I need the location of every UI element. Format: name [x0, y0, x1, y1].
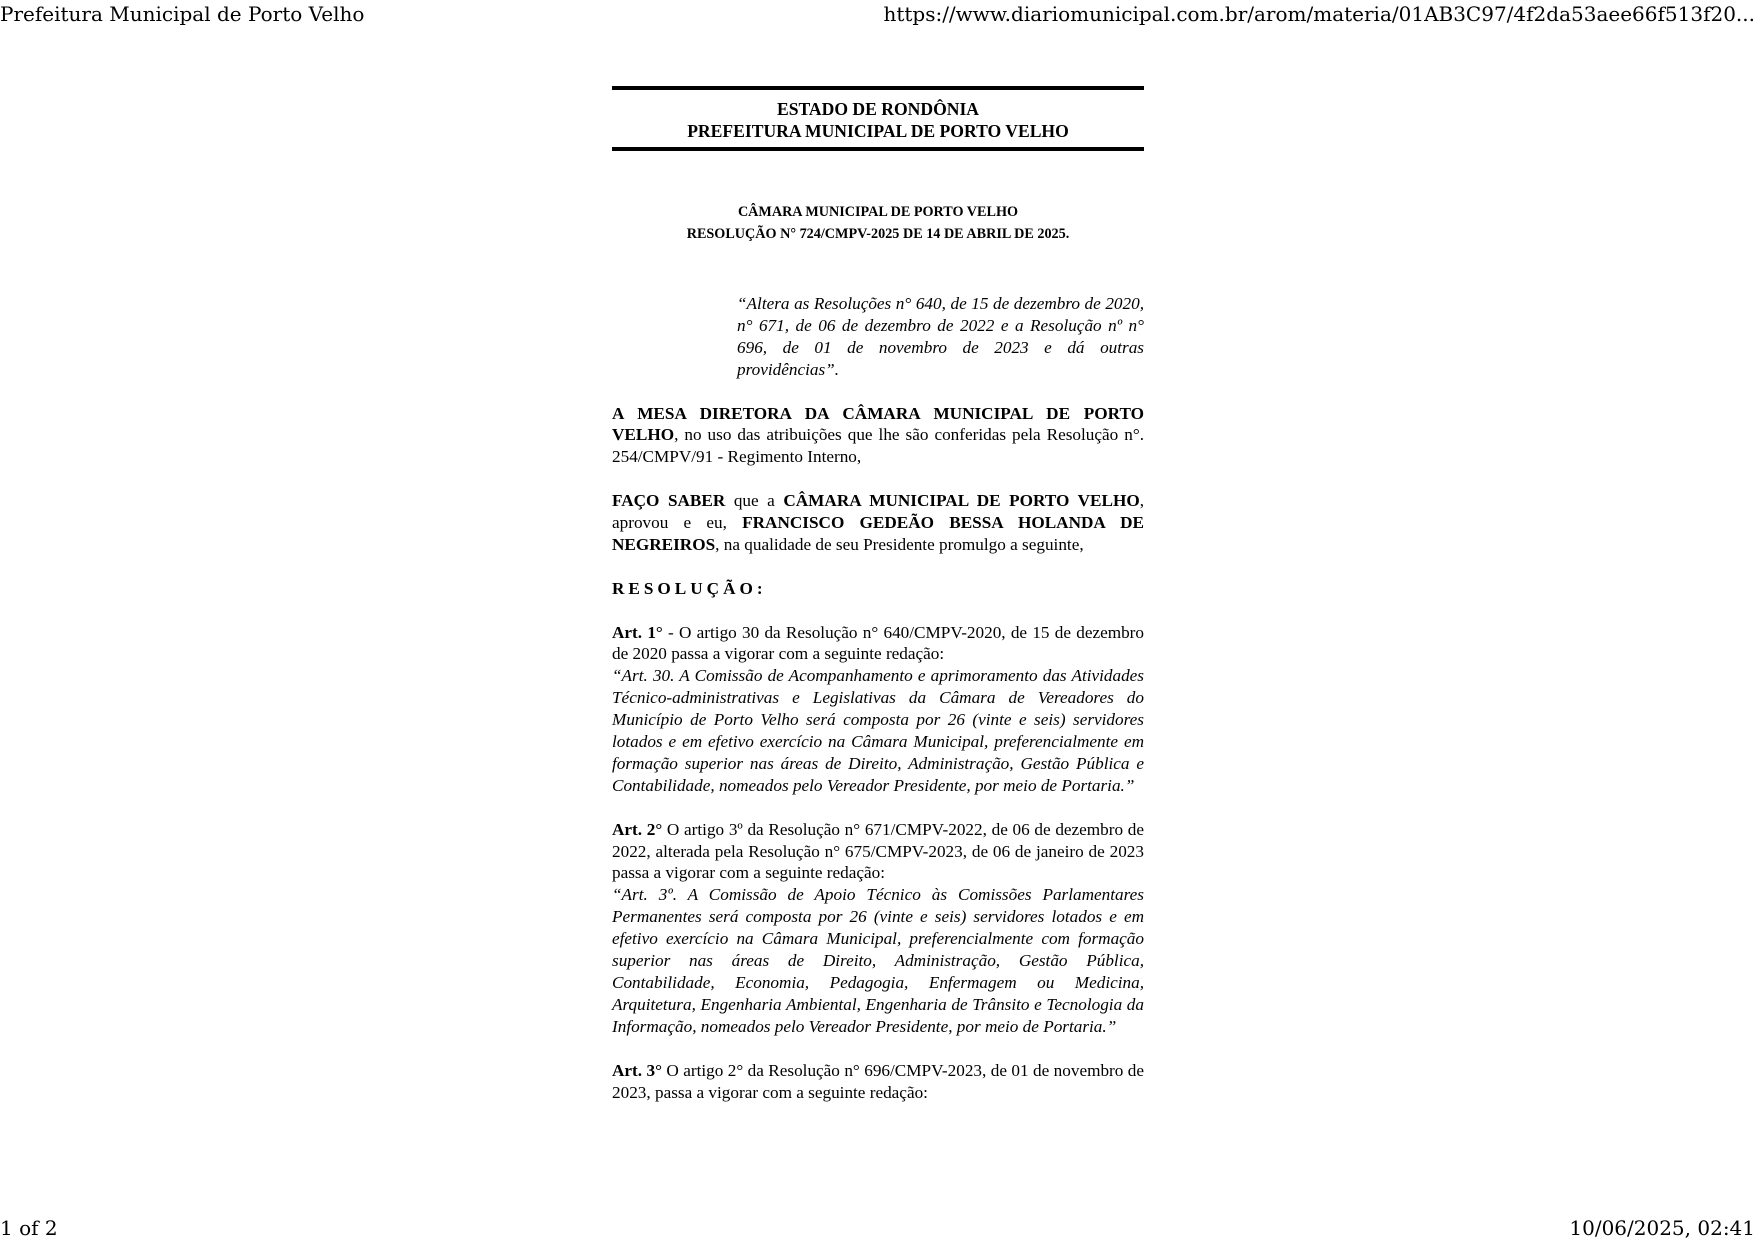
- president-name: FRANCISCO GEDEÃO BESSA HOLANDA DE NEGREIROS: [612, 513, 1144, 554]
- masthead: [612, 86, 1144, 151]
- print-footer-page: 1 of 2: [0, 1216, 58, 1240]
- faco-saber-text-2: , aprovou e eu,: [612, 491, 1144, 533]
- document-page: [612, 86, 1144, 1103]
- article-1-label: Art. 1°: [612, 622, 663, 642]
- article-3-text: O artigo 2° da Resolução n° 696/CMPV-2023, de 01 de novembro de 2023, passa a vigorar com a seguinte redação:: [612, 1060, 1145, 1102]
- resolution-heading: [612, 201, 1144, 245]
- article-2-quote: “Art. 3º. A Comissão de Apoio Técnico às Comissões Parlamentares Permanentes será composta por 26 (vinte e seis) servidores lotados e em efetivo exercício na Câmara Municipal, preferencialmente com formação superior nas áreas de Direito, Administração, Gestão Pública, Contabilidade, Economia, Pedagogia, Enfermagem ou Medicina, Arquitetura, Engenharia Ambiental, Engenharia de Trânsito e Tecnologia da Informação, nomeados pelo Vereador Presidente, por meio de Portaria.”: [612, 885, 1144, 1036]
- article-3: [612, 1060, 1144, 1104]
- article-2: [612, 819, 1144, 885]
- faco-saber-text-1: que a: [725, 491, 784, 511]
- article-1: [612, 622, 1144, 666]
- article-2-text: O artigo 3º da Resolução n° 671/CMPV-2022, de 06 de dezembro de 2022, alterada pela Resolução n° 675/CMPV-2023, de 06 de janeiro de 2023 passa a vigorar com a seguinte redação:: [612, 819, 1144, 883]
- ementa: “Altera as Resoluções n° 640, de 15 de dezembro de 2020, n° 671, de 06 de dezembro de 2022 e a Resolução nº n° 696, de 01 de novembro de 2023 e dá outras providências”.: [737, 294, 1144, 379]
- article-1-text: - O artigo 30 da Resolução n° 640/CMPV-2020, de 15 de dezembro de 2020 passa a vigorar com a seguinte redação:: [612, 622, 1144, 664]
- masthead-prefeitura: PREFEITURA MUNICIPAL DE PORTO VELHO: [687, 120, 1069, 141]
- faco-saber-text-3: , na qualidade de seu Presidente promulgo a seguinte,: [715, 534, 1084, 554]
- print-header-title: Prefeitura Municipal de Porto Velho: [0, 2, 365, 26]
- preamble-faco-saber: [612, 490, 1144, 556]
- resolucao-title: RESOLUÇÃO:: [612, 578, 767, 598]
- print-header-url: https://www.diariomunicipal.com.br/arom/materia/01AB3C97/4f2da53aee66f513f20...: [883, 2, 1755, 26]
- article-3-label: Art. 3°: [612, 1060, 662, 1080]
- preamble-mesa-bold: A MESA DIRETORA DA CÂMARA MUNICIPAL DE PORTO VELHO: [612, 403, 1144, 445]
- camara-bold: CÂMARA MUNICIPAL DE PORTO VELHO: [783, 491, 1140, 511]
- heading-resolution-number: RESOLUÇÃO N° 724/CMPV-2025 DE 14 DE ABRIL DE 2025.: [686, 226, 1070, 242]
- preamble-mesa-text: , no uso das atribuições que lhe são conferidas pela Resolução n°. 254/CMPV/91 - Regimento Interno,: [612, 425, 1144, 467]
- heading-camara: CÂMARA MUNICIPAL DE PORTO VELHO: [737, 204, 1019, 220]
- faco-saber-bold: FAÇO SABER: [612, 491, 726, 511]
- article-1-quote: “Art. 30. A Comissão de Acompanhamento e aprimoramento das Atividades Técnico-administrativas e Legislativas da Câmara de Vereadores do Município de Porto Velho será composta por 26 (vinte e seis) servidores lotados e em efetivo exercício na Câmara Municipal, preferencialmente em formação superior nas áreas de Direito, Administração, Gestão Pública e Contabilidade, nomeados pelo Vereador Presidente, por meio de Portaria.”: [612, 666, 1144, 795]
- preamble-mesa-diretora: [612, 403, 1144, 469]
- article-2-label: Art. 2°: [612, 819, 663, 839]
- print-footer-datetime: 10/06/2025, 02:41: [1569, 1216, 1755, 1240]
- masthead-state: ESTADO DE RONDÔNIA: [776, 99, 980, 119]
